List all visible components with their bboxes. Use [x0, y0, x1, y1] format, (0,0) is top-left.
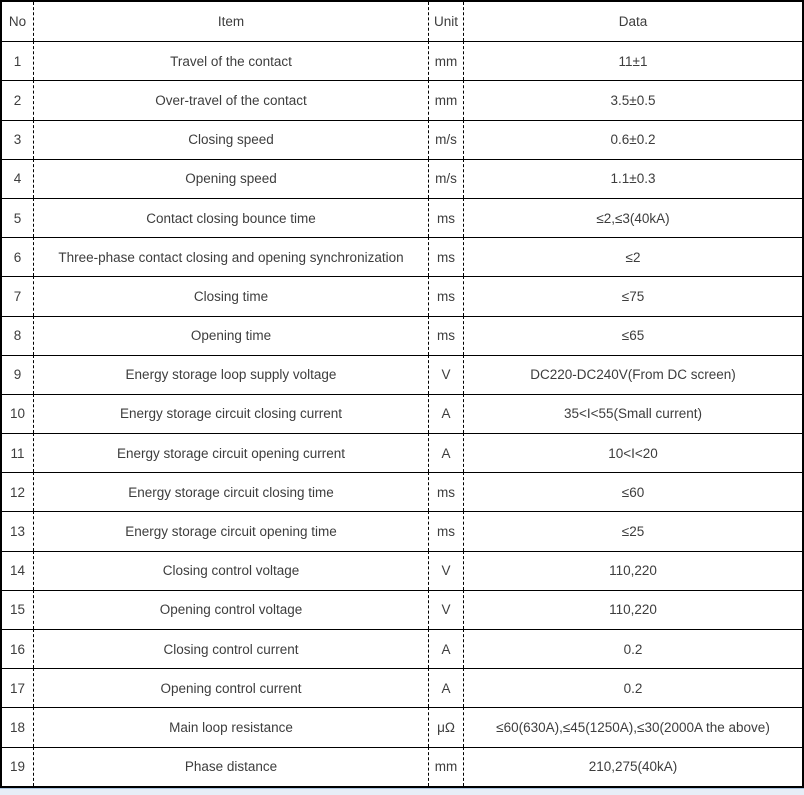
cell-item: Three-phase contact closing and opening synchronization — [33, 237, 428, 276]
cell-data: 1.1±0.3 — [463, 159, 802, 198]
cell-item: Closing speed — [33, 120, 428, 159]
column-header-unit: Unit — [428, 2, 463, 41]
cell-no: 17 — [2, 668, 33, 707]
cell-data: 10<I<20 — [463, 433, 802, 472]
table-row — [2, 590, 802, 629]
cell-unit: ms — [428, 237, 463, 276]
cell-item: Opening control current — [33, 668, 428, 707]
table-row — [2, 80, 802, 119]
cell-item: Travel of the contact — [33, 41, 428, 80]
cell-data: 11±1 — [463, 41, 802, 80]
cell-item: Energy storage loop supply voltage — [33, 355, 428, 394]
cell-data: DC220-DC240V(From DC screen) — [463, 355, 802, 394]
cell-unit: ms — [428, 316, 463, 355]
cell-data: ≤60(630A),≤45(1250A),≤30(2000A the above) — [463, 707, 802, 746]
cell-item: Energy storage circuit closing time — [33, 472, 428, 511]
cell-unit: V — [428, 590, 463, 629]
table-row — [2, 198, 802, 237]
column-header-no: No — [8, 14, 27, 30]
cell-data: 0.2 — [463, 629, 802, 668]
table-row — [2, 355, 802, 394]
cell-no: 12 — [2, 472, 33, 511]
column-header-item: Item — [33, 2, 428, 41]
cell-data: 35<I<55(Small current) — [463, 394, 802, 433]
table-row — [2, 511, 802, 550]
cell-unit: V — [428, 355, 463, 394]
cell-unit: A — [428, 433, 463, 472]
cell-no: 8 — [2, 316, 33, 355]
cell-unit: mm — [428, 80, 463, 119]
cell-item: Energy storage circuit opening time — [33, 511, 428, 550]
cell-data: 0.6±0.2 — [463, 120, 802, 159]
table-row — [2, 276, 802, 315]
table-row — [2, 237, 802, 276]
table-row — [2, 41, 802, 80]
cell-no: 16 — [2, 629, 33, 668]
cell-item: Over-travel of the contact — [33, 80, 428, 119]
cell-data: ≤75 — [463, 276, 802, 315]
cell-no: 13 — [2, 511, 33, 550]
cell-no: 2 — [2, 80, 33, 119]
cell-unit: m/s — [428, 159, 463, 198]
cell-data: ≤2,≤3(40kA) — [463, 198, 802, 237]
table-row — [2, 707, 802, 746]
cell-unit: A — [428, 394, 463, 433]
cell-no: 7 — [2, 276, 33, 315]
cell-unit: A — [428, 629, 463, 668]
cell-no: 3 — [2, 120, 33, 159]
cell-no: 19 — [2, 747, 33, 786]
cell-no: 1 — [2, 41, 33, 80]
cell-data: 3.5±0.5 — [463, 80, 802, 119]
cell-unit: mm — [428, 747, 463, 786]
table-header-row — [2, 2, 802, 41]
table-row — [2, 394, 802, 433]
cell-no: 15 — [2, 590, 33, 629]
cell-unit: A — [428, 668, 463, 707]
cell-item: Closing control current — [33, 629, 428, 668]
cell-data: ≤25 — [463, 511, 802, 550]
cell-unit: μΩ — [428, 707, 463, 746]
cell-unit: V — [428, 551, 463, 590]
cell-data: 0.2 — [463, 668, 802, 707]
table-row — [2, 316, 802, 355]
cell-item: Opening time — [33, 316, 428, 355]
table-row — [2, 747, 802, 786]
cell-item: Closing time — [33, 276, 428, 315]
cell-item: Phase distance — [33, 747, 428, 786]
cell-no: 9 — [2, 355, 33, 394]
cell-no: 18 — [2, 707, 33, 746]
cell-item: Main loop resistance — [33, 707, 428, 746]
table-row — [2, 120, 802, 159]
cell-item: Energy storage circuit opening current — [33, 433, 428, 472]
cell-item: Opening control voltage — [33, 590, 428, 629]
cell-data: ≤65 — [463, 316, 802, 355]
cell-unit: ms — [428, 472, 463, 511]
cell-data: 210,275(40kA) — [463, 747, 802, 786]
cell-item: Contact closing bounce time — [33, 198, 428, 237]
table-row — [2, 668, 802, 707]
cell-data: 110,220 — [463, 590, 802, 629]
table-row — [2, 433, 802, 472]
page-bottom-strip — [0, 788, 804, 795]
cell-item: Opening speed — [33, 159, 428, 198]
table-row — [2, 472, 802, 511]
table-row — [2, 159, 802, 198]
cell-unit: ms — [428, 511, 463, 550]
cell-data: ≤2 — [463, 237, 802, 276]
cell-item: Energy storage circuit closing current — [33, 394, 428, 433]
table-row — [2, 629, 802, 668]
cell-unit: ms — [428, 198, 463, 237]
cell-no: 4 — [2, 159, 33, 198]
cell-no: 14 — [2, 551, 33, 590]
cell-data: ≤60 — [463, 472, 802, 511]
cell-unit: m/s — [428, 120, 463, 159]
cell-no: 6 — [2, 237, 33, 276]
cell-no: 5 — [2, 198, 33, 237]
cell-item: Closing control voltage — [33, 551, 428, 590]
cell-data: 110,220 — [463, 551, 802, 590]
cell-unit: ms — [428, 276, 463, 315]
cell-no: 10 — [2, 394, 33, 433]
column-header-data: Data — [463, 2, 802, 41]
cell-no: 11 — [2, 433, 33, 472]
table-row — [2, 551, 802, 590]
cell-unit: mm — [428, 41, 463, 80]
